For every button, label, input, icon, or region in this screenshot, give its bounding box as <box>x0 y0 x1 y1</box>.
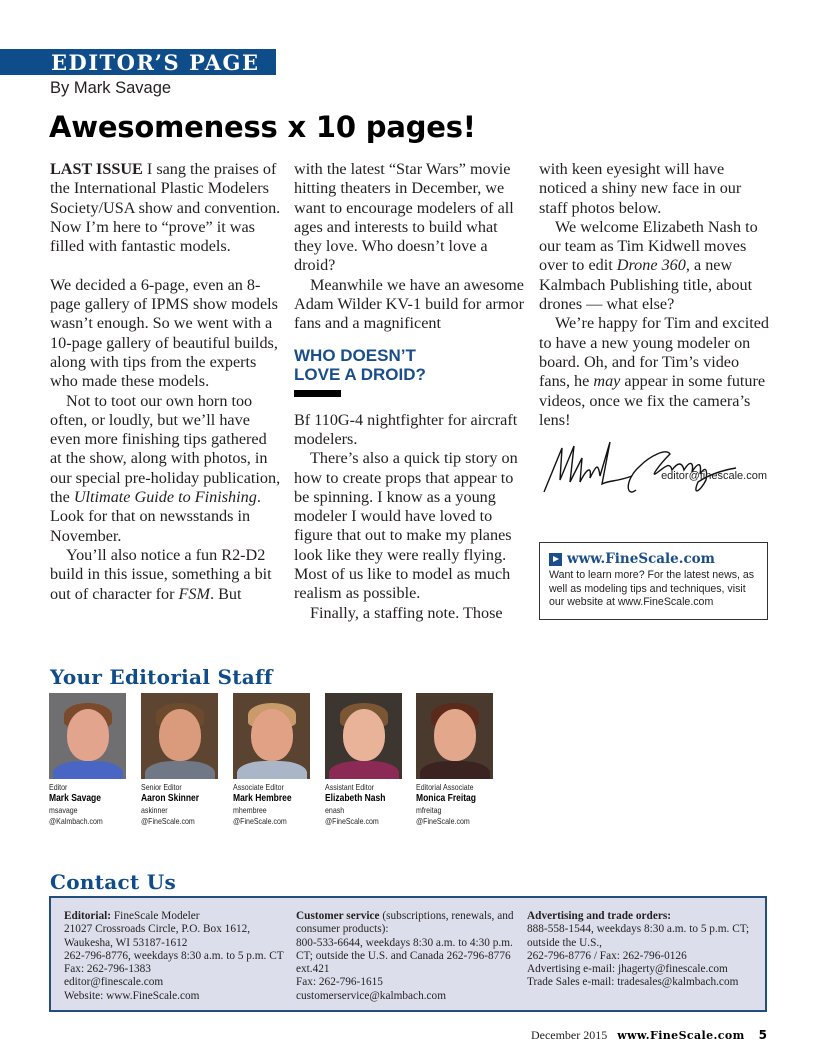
subhead-rule <box>294 390 341 397</box>
staff-photo <box>416 693 493 779</box>
emphasis: may <box>593 372 621 391</box>
article-column-3 <box>539 160 771 430</box>
byline: By Mark Savage <box>50 79 172 97</box>
contact-editorial: Editorial: FineScale Modeler 21027 Crossroads Circle, P.O. Box 1612, Waukesha, WI 53187-1612 262-796-8776, weekdays 8:30 a.m. to 5 p.m. CT Fax: 262-796-1383 editor@finescale.com Website: www.FineScale.com <box>64 910 284 1002</box>
staff-card: Senior Editor Aaron Skinner askinner @FineScale.com <box>141 693 221 827</box>
advertising-email-link[interactable]: Advertising e-mail: jhagerty@finescale.com <box>527 963 728 976</box>
publication-title: Drone 360 <box>616 256 686 275</box>
staff-card: Associate Editor Mark Hembree mhembree @FineScale.com <box>233 693 313 827</box>
staff-photo <box>141 693 218 779</box>
website-link[interactable]: www.FineScale.com <box>567 551 715 567</box>
cursor-arrow-icon <box>549 553 562 566</box>
publication-abbrev: FSM <box>178 584 210 603</box>
website-link[interactable]: Website: www.FineScale.com <box>64 989 200 1002</box>
section-label: EDITOR’S PAGE <box>51 50 260 75</box>
contact-advertising: Advertising and trade orders: 888-558-1544, weekdays 8:30 a.m. to 5 p.m. CT; outside the U.S., 262-796-8776 / Fax: 262-796-0126 Advertising e-mail: jhagerty@finescale.com Trade Sales e-mail: tradesales@kalmbach.com <box>527 910 750 989</box>
paragraph: Meanwhile we have an awesome Adam Wilder KV-1 build for armor fans and a magnificent <box>294 275 524 333</box>
page-number: 5 <box>758 1028 767 1042</box>
page-footer <box>531 1028 767 1043</box>
paragraph: There’s also a quick tip story on how to create props that appear to be spinning. I know as a young modeler I would have loved to figure that out to make my planes look like they were really flying. Most of us like to model as much realism as possible. <box>294 449 518 603</box>
staff-card: Assistant Editor Elizabeth Nash enash @FineScale.com <box>325 693 405 827</box>
staff-card: Editor Mark Savage msavage @Kalmbach.com <box>49 693 129 827</box>
contact-section-title: Contact Us <box>50 870 177 894</box>
footer-url: www.FineScale.com <box>617 1029 745 1042</box>
staff-photo <box>325 693 402 779</box>
paragraph: We decided a 6-page, even an 8-page gallery of IPMS show models wasn’t enough. So we went with a 10-page gallery of beautiful builds, along with tips from the experts who made these models. <box>50 275 278 391</box>
staff-card: Editorial Associate Monica Freitag mfreitag @FineScale.com <box>416 693 496 827</box>
staff-photo <box>49 693 126 779</box>
paragraph: Not to toot our own horn too often, or loudly, but we’ll have even more finishing tips gathered at the show, along with photos, in our special pre-holiday publication, the Ultimate Guide to Finishing. Look for that on newsstands in November. <box>50 391 281 545</box>
paragraph: We’re happy for Tim and excited to have a new young modeler on board. Oh, and for Tim’s video fans, he may appear in some future videos, once we fix the camera’s lens! <box>539 314 770 429</box>
article-column-1 <box>50 160 282 604</box>
publication-title: Ultimate Guide to Finishing <box>73 488 257 507</box>
issue-date: December 2015 <box>530 1028 608 1042</box>
editor-email: editor@finescale.com <box>661 470 767 482</box>
customer-service-email-link[interactable]: customerservice@kalmbach.com <box>296 989 446 1002</box>
contact-box <box>49 896 767 1012</box>
contact-customer-service: Customer service (subscriptions, renewals, and consumer products): 800-533-6644, weekdays 8:30 a.m. to 4:30 p.m. CT; outside the U.S. and Canada 262-796-8776 ext.421 Fax: 262-796-1615 customerservice@kalmbach.com <box>296 910 514 1002</box>
website-callout <box>539 542 768 620</box>
paragraph: with keen eyesight will have noticed a shiny new face in our staff photos below. <box>539 160 742 217</box>
staff-section-title: Your Editorial Staff <box>50 665 273 689</box>
trade-sales-email-link[interactable]: Trade Sales e-mail: tradesales@kalmbach.com <box>527 976 739 989</box>
paragraph: We welcome Elizabeth Nash to our team as Tim Kidwell moves over to edit Drone 360, a new Kalmbach Publishing title, about drones — what else? <box>539 217 758 314</box>
paragraph: with the latest “Star Wars” movie hitting theaters in December, we want to encourage modelers of all ages and interests to build what they love. Who doesn’t love a droid? <box>294 160 514 275</box>
article-column-2 <box>294 160 526 623</box>
paragraph: You’ll also notice a fun R2-D2 build in this issue, something a bit out of character for FSM. But <box>50 545 272 603</box>
website-callout-text: Want to learn more? For the latest news, as well as modeling tips and techniques, visit our website at www.FineScale.com <box>549 569 755 608</box>
editorial-email-link[interactable]: editor@finescale.com <box>64 976 164 989</box>
paragraph: Finally, a staffing note. Those <box>310 603 503 622</box>
paragraph: LAST ISSUE I sang the praises of the International Plastic Modelers Society/USA show and convention. Now I’m here to “prove” it was filled with fantastic models. <box>50 160 281 256</box>
lead-in: LAST ISSUE <box>50 160 143 178</box>
headline: Awesomeness x 10 pages! <box>49 110 476 144</box>
paragraph: Bf 110G-4 nightfighter for aircraft modelers. <box>294 410 518 448</box>
subhead: WHO DOESN’T LOVE A DROID? <box>294 345 426 384</box>
staff-photo <box>233 693 310 779</box>
